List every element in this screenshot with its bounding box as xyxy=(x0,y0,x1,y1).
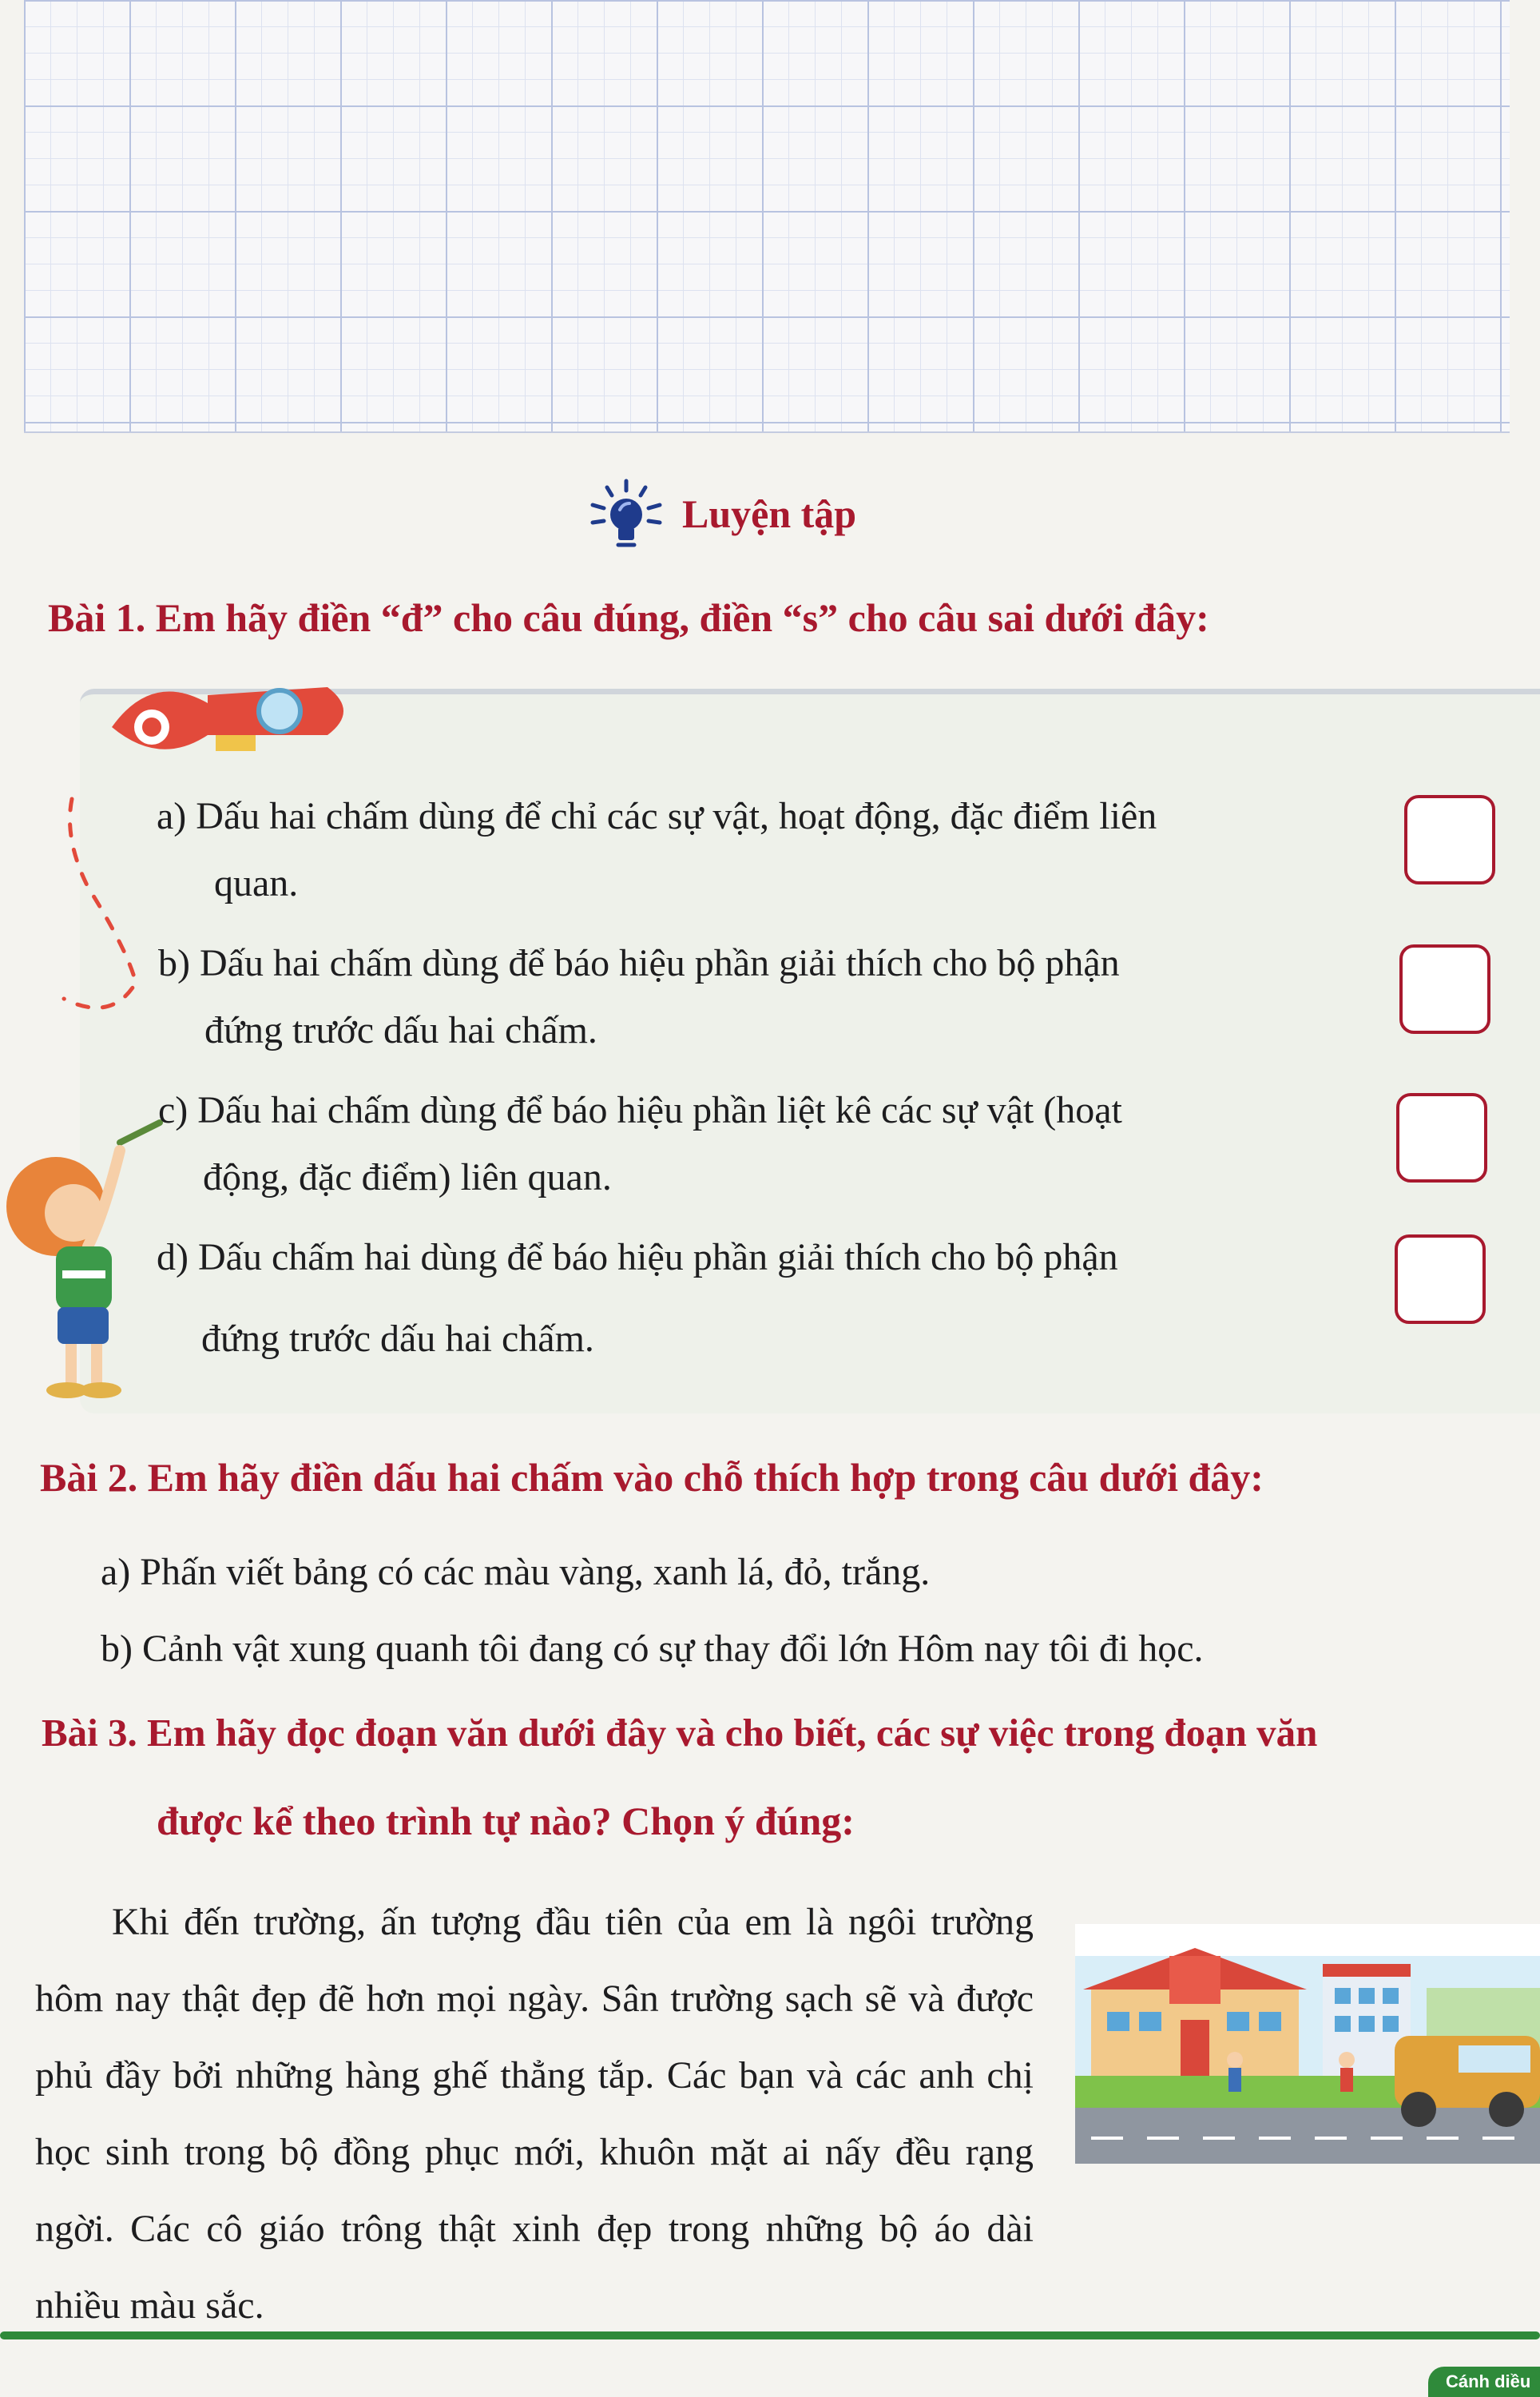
statement-b-line1: b) Dấu hai chấm dùng để báo hiệu phần giải thích cho bộ phận xyxy=(158,942,1120,984)
lightbulb-icon xyxy=(588,478,665,550)
passage-text: Khi đến trường, ấn tượng đầu tiên của em là ngôi trường hôm nay thật đẹp đẽ hơn mọi ngày. Sân trường sạch sẽ và được phủ đầy bởi những hàng ghế thẳng tắp. Các bạn và các anh chị học sinh trong bộ đồng phục mới, khuôn mặt ai nấy đều rạng ngời. Các cô giáo trông thật xinh đẹp trong những bộ áo dài nhiều màu sắc. xyxy=(35,1901,1034,2327)
answer-box-b[interactable] xyxy=(1399,944,1490,1034)
statement-b-line2: đứng trước dấu hai chấm. xyxy=(204,1009,597,1051)
statement-a xyxy=(157,783,1157,917)
dashed-trail xyxy=(56,791,168,1023)
statement-c-line2: động, đặc điểm) liên quan. xyxy=(203,1156,612,1198)
exercise-2-title: Bài 2. Em hãy điền dấu hai chấm vào chỗ thích hợp trong câu dưới đây: xyxy=(40,1455,1264,1500)
school-illustration xyxy=(1075,1924,1540,2164)
statement-b xyxy=(158,930,1120,1064)
statement-d-line2: đứng trước dấu hai chấm. xyxy=(201,1318,594,1360)
exercise-3-passage xyxy=(35,1884,1034,2344)
practice-heading xyxy=(588,478,856,550)
statement-c-line1: c) Dấu hai chấm dùng để báo hiệu phần liệt kê các sự vật (hoạt xyxy=(158,1089,1122,1131)
exercise-1-title: Bài 1. Em hãy điền “đ” cho câu đúng, điền “s” cho câu sai dưới đây: xyxy=(48,595,1209,640)
statement-d-line1: d) Dấu chấm hai dùng để báo hiệu phần giải thích cho bộ phận xyxy=(157,1236,1118,1278)
answer-box-a[interactable] xyxy=(1404,795,1495,884)
exercise-3-title-line2: được kể theo trình tự nào? Chọn ý đúng: xyxy=(157,1799,855,1843)
practice-heading-label: Luyện tập xyxy=(682,491,857,536)
statement-a-line1: a) Dấu hai chấm dùng để chỉ các sự vật, hoạt động, đặc điểm liên xyxy=(157,795,1157,837)
statement-d xyxy=(157,1224,1118,1373)
exercise-2-item-b: b) Cảnh vật xung quanh tôi đang có sự thay đổi lớn Hôm nay tôi đi học. xyxy=(101,1628,1204,1670)
statement-c xyxy=(158,1077,1122,1211)
rocket-illustration xyxy=(88,679,359,783)
writing-grid xyxy=(24,0,1510,433)
child-illustration xyxy=(0,1119,176,1406)
exercise-2-item-a: a) Phấn viết bảng có các màu vàng, xanh lá, đỏ, trắng. xyxy=(101,1551,931,1593)
series-tab: Cánh diều xyxy=(1428,2367,1540,2397)
page-bottom-rule xyxy=(0,2331,1540,2339)
answer-box-d[interactable] xyxy=(1395,1234,1486,1324)
exercise-3-title-line1: Bài 3. Em hãy đọc đoạn văn dưới đây và cho biết, các sự việc trong đoạn văn xyxy=(42,1711,1318,1755)
statement-a-line2: quan. xyxy=(214,862,299,904)
answer-box-c[interactable] xyxy=(1396,1093,1487,1183)
